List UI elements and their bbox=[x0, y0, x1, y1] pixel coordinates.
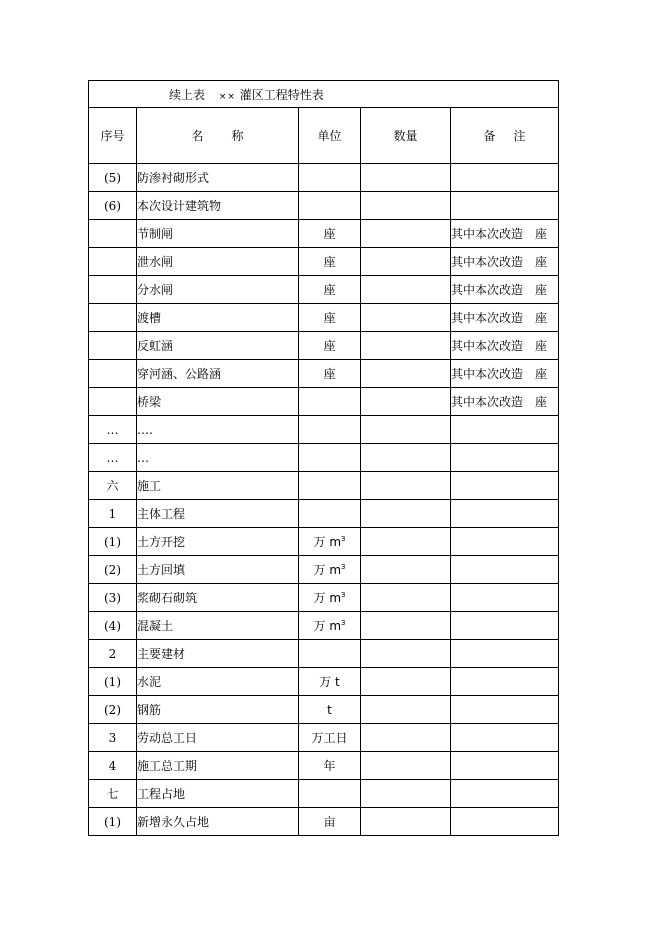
cell-name bbox=[137, 584, 299, 612]
cell-no bbox=[89, 528, 137, 556]
cell-unit-text: 亩 bbox=[323, 815, 336, 829]
title-name: 灌区工程特性表 bbox=[239, 87, 324, 102]
cell-name bbox=[137, 640, 299, 668]
cell-note bbox=[451, 780, 559, 808]
cell-unit-text: t bbox=[327, 702, 332, 717]
cell-unit-text: 座 bbox=[323, 339, 336, 353]
cell-no-text: … bbox=[106, 450, 119, 465]
cell-note bbox=[451, 808, 559, 836]
cell-name-text: 土方开挖 bbox=[137, 535, 186, 549]
cell-name-text: 工程占地 bbox=[137, 787, 186, 801]
cell-note bbox=[451, 332, 559, 360]
cell-no-text: 2 bbox=[108, 646, 117, 661]
unit-superscript: 3 bbox=[341, 563, 346, 571]
table-row bbox=[89, 220, 559, 248]
cell-name bbox=[137, 164, 299, 192]
cell-qty bbox=[361, 332, 451, 360]
cell-name-text: 劳动总工日 bbox=[137, 731, 198, 745]
cell-name bbox=[137, 752, 299, 780]
cell-unit bbox=[299, 248, 361, 276]
cell-note-text: 其中本次改造 座 bbox=[451, 227, 548, 241]
cell-unit bbox=[299, 192, 361, 220]
cell-no-text: (1) bbox=[104, 814, 121, 829]
cell-no-text: 4 bbox=[108, 758, 117, 773]
cell-name bbox=[137, 556, 299, 584]
cell-name bbox=[137, 472, 299, 500]
table-row bbox=[89, 164, 559, 192]
cell-unit-text: 万 t bbox=[319, 675, 340, 689]
cell-unit bbox=[299, 332, 361, 360]
table-row bbox=[89, 640, 559, 668]
cell-name-text: 主要建材 bbox=[137, 647, 186, 661]
header-name bbox=[137, 108, 299, 164]
cell-name bbox=[137, 696, 299, 724]
cell-name-text: … bbox=[137, 450, 149, 465]
cell-note bbox=[451, 192, 559, 220]
header-name-label: 名称 bbox=[191, 129, 272, 143]
spec-sheet bbox=[88, 80, 558, 836]
cell-no bbox=[89, 696, 137, 724]
cell-note bbox=[451, 528, 559, 556]
cell-unit-text: 万工日 bbox=[311, 731, 348, 745]
cell-note bbox=[451, 444, 559, 472]
table-row bbox=[89, 752, 559, 780]
cell-unit bbox=[299, 668, 361, 696]
cell-no-text: 七 bbox=[106, 787, 119, 801]
cell-name-text: 土方回填 bbox=[137, 563, 186, 577]
cell-no bbox=[89, 388, 137, 416]
table-row bbox=[89, 388, 559, 416]
cell-unit-text: 万 m bbox=[313, 535, 342, 549]
cell-name bbox=[137, 276, 299, 304]
cell-name-text: 泄水闸 bbox=[137, 255, 174, 269]
cell-note bbox=[451, 220, 559, 248]
cell-note-text: 其中本次改造 座 bbox=[451, 339, 548, 353]
table-row bbox=[89, 500, 559, 528]
cell-no bbox=[89, 640, 137, 668]
unit-superscript: 3 bbox=[341, 535, 346, 543]
cell-qty bbox=[361, 696, 451, 724]
table-title bbox=[89, 81, 559, 108]
table-row bbox=[89, 472, 559, 500]
cell-no bbox=[89, 556, 137, 584]
cell-name-text: 节制闸 bbox=[137, 227, 174, 241]
cell-qty bbox=[361, 752, 451, 780]
cell-no bbox=[89, 584, 137, 612]
cell-unit bbox=[299, 528, 361, 556]
cell-unit bbox=[299, 780, 361, 808]
cell-qty bbox=[361, 808, 451, 836]
table-row bbox=[89, 444, 559, 472]
cell-qty bbox=[361, 360, 451, 388]
cell-unit-text: 座 bbox=[323, 311, 336, 325]
cell-no bbox=[89, 780, 137, 808]
cell-no-text: (4) bbox=[104, 618, 121, 633]
cell-qty bbox=[361, 304, 451, 332]
cell-note bbox=[451, 668, 559, 696]
cell-name bbox=[137, 808, 299, 836]
header-note-label: 备注 bbox=[483, 129, 544, 143]
header-no: 序号 bbox=[89, 108, 137, 164]
cell-unit bbox=[299, 276, 361, 304]
cell-note bbox=[451, 276, 559, 304]
cell-unit bbox=[299, 612, 361, 640]
table-row bbox=[89, 556, 559, 584]
cell-note bbox=[451, 752, 559, 780]
table-row bbox=[89, 416, 559, 444]
cell-note bbox=[451, 388, 559, 416]
cell-no bbox=[89, 500, 137, 528]
cell-qty bbox=[361, 668, 451, 696]
cell-qty bbox=[361, 192, 451, 220]
cell-note bbox=[451, 360, 559, 388]
table-row bbox=[89, 808, 559, 836]
cell-qty bbox=[361, 584, 451, 612]
cell-note bbox=[451, 304, 559, 332]
cell-note bbox=[451, 640, 559, 668]
cell-note-text: 其中本次改造 座 bbox=[451, 311, 548, 325]
title-continued: 续上表 bbox=[169, 87, 206, 102]
cell-no bbox=[89, 444, 137, 472]
unit-superscript: 3 bbox=[341, 591, 346, 599]
cell-note bbox=[451, 472, 559, 500]
cell-no bbox=[89, 668, 137, 696]
cell-name-text: 反虹涵 bbox=[137, 339, 174, 353]
cell-name-text: 渡槽 bbox=[137, 311, 162, 325]
cell-name-text: 穿河涵、公路涵 bbox=[137, 367, 222, 381]
table-row bbox=[89, 304, 559, 332]
cell-unit-text: 座 bbox=[323, 255, 336, 269]
cell-name bbox=[137, 500, 299, 528]
cell-no-text: 六 bbox=[106, 479, 119, 493]
cell-qty bbox=[361, 556, 451, 584]
header-row bbox=[89, 108, 559, 164]
cell-no-text: … bbox=[106, 422, 119, 437]
cell-unit-text: 座 bbox=[323, 227, 336, 241]
cell-unit-text: 年 bbox=[323, 759, 336, 773]
unit-superscript: 3 bbox=[341, 619, 346, 627]
cell-qty bbox=[361, 472, 451, 500]
cell-name-text: 钢筋 bbox=[137, 703, 162, 717]
cell-note bbox=[451, 724, 559, 752]
cell-name bbox=[137, 332, 299, 360]
cell-no bbox=[89, 248, 137, 276]
cell-no bbox=[89, 276, 137, 304]
cell-note bbox=[451, 500, 559, 528]
cell-name bbox=[137, 528, 299, 556]
cell-no bbox=[89, 220, 137, 248]
cell-unit-text: 万 m bbox=[313, 591, 342, 605]
project-characteristics-table bbox=[88, 80, 559, 836]
cell-no bbox=[89, 304, 137, 332]
cell-no-text: (2) bbox=[104, 702, 121, 717]
table-row bbox=[89, 360, 559, 388]
cell-unit bbox=[299, 164, 361, 192]
table-row bbox=[89, 192, 559, 220]
cell-name bbox=[137, 668, 299, 696]
cell-note-text: 其中本次改造 座 bbox=[451, 283, 548, 297]
cell-unit bbox=[299, 808, 361, 836]
table-row bbox=[89, 276, 559, 304]
cell-no-text: (2) bbox=[104, 562, 121, 577]
table-row bbox=[89, 696, 559, 724]
table-row bbox=[89, 528, 559, 556]
cell-qty bbox=[361, 388, 451, 416]
cell-qty bbox=[361, 724, 451, 752]
cell-no bbox=[89, 472, 137, 500]
cell-unit-text: 座 bbox=[323, 367, 336, 381]
cell-name-text: 防渗衬砌形式 bbox=[137, 171, 210, 185]
cell-name-text: 本次设计建筑物 bbox=[137, 199, 222, 213]
cell-unit bbox=[299, 584, 361, 612]
cell-name-text: 分水闸 bbox=[137, 283, 174, 297]
cell-no bbox=[89, 416, 137, 444]
cell-unit-text: 万 m bbox=[313, 563, 342, 577]
cell-qty bbox=[361, 220, 451, 248]
cell-name-text: 混凝土 bbox=[137, 619, 174, 633]
cell-unit bbox=[299, 752, 361, 780]
table-body bbox=[89, 81, 559, 836]
cell-qty bbox=[361, 444, 451, 472]
cell-unit bbox=[299, 724, 361, 752]
cell-unit bbox=[299, 556, 361, 584]
cell-note bbox=[451, 584, 559, 612]
cell-qty bbox=[361, 640, 451, 668]
cell-unit bbox=[299, 444, 361, 472]
header-unit: 单位 bbox=[299, 108, 361, 164]
cell-no-text: (3) bbox=[104, 590, 121, 605]
cell-note bbox=[451, 696, 559, 724]
table-row bbox=[89, 612, 559, 640]
cell-no bbox=[89, 808, 137, 836]
cell-name-text: 主体工程 bbox=[137, 507, 186, 521]
cell-unit bbox=[299, 220, 361, 248]
table-row bbox=[89, 668, 559, 696]
cell-no bbox=[89, 752, 137, 780]
table-row bbox=[89, 780, 559, 808]
cell-name bbox=[137, 248, 299, 276]
cell-qty bbox=[361, 248, 451, 276]
table-row bbox=[89, 248, 559, 276]
cell-name-text: 新增永久占地 bbox=[137, 815, 210, 829]
header-qty: 数量 bbox=[361, 108, 451, 164]
cell-unit bbox=[299, 472, 361, 500]
cell-unit bbox=[299, 500, 361, 528]
table-row bbox=[89, 724, 559, 752]
cell-note bbox=[451, 416, 559, 444]
cell-no bbox=[89, 724, 137, 752]
cell-unit bbox=[299, 360, 361, 388]
cell-unit-text: 万 m bbox=[313, 619, 342, 633]
table-row bbox=[89, 332, 559, 360]
cell-name bbox=[137, 444, 299, 472]
cell-name bbox=[137, 304, 299, 332]
cell-no bbox=[89, 164, 137, 192]
cell-no-text: (1) bbox=[104, 534, 121, 549]
cell-name bbox=[137, 192, 299, 220]
cell-note bbox=[451, 612, 559, 640]
cell-name-text: 浆砌石砌筑 bbox=[137, 591, 198, 605]
title-district: ×× bbox=[218, 91, 236, 102]
cell-note bbox=[451, 164, 559, 192]
cell-name-text: 施工总工期 bbox=[137, 759, 198, 773]
cell-name bbox=[137, 360, 299, 388]
cell-qty bbox=[361, 276, 451, 304]
cell-no-text: (6) bbox=[104, 198, 121, 213]
cell-qty bbox=[361, 612, 451, 640]
cell-unit bbox=[299, 640, 361, 668]
cell-no bbox=[89, 192, 137, 220]
cell-no-text: (1) bbox=[104, 674, 121, 689]
cell-no-text: 3 bbox=[108, 730, 117, 745]
cell-unit bbox=[299, 416, 361, 444]
title-row bbox=[89, 81, 559, 108]
cell-qty bbox=[361, 416, 451, 444]
cell-qty bbox=[361, 780, 451, 808]
cell-name-text: 水泥 bbox=[137, 675, 162, 689]
cell-name bbox=[137, 724, 299, 752]
cell-unit-text: 座 bbox=[323, 283, 336, 297]
cell-name bbox=[137, 780, 299, 808]
cell-no-text: 1 bbox=[108, 506, 117, 521]
cell-name-text: …. bbox=[137, 422, 153, 437]
cell-note bbox=[451, 556, 559, 584]
cell-no bbox=[89, 332, 137, 360]
cell-no-text: (5) bbox=[104, 170, 121, 185]
cell-qty bbox=[361, 500, 451, 528]
cell-note-text: 其中本次改造 座 bbox=[451, 367, 548, 381]
cell-note-text: 其中本次改造 座 bbox=[451, 395, 548, 409]
cell-name bbox=[137, 220, 299, 248]
cell-note bbox=[451, 248, 559, 276]
cell-no bbox=[89, 360, 137, 388]
cell-unit bbox=[299, 696, 361, 724]
table-row bbox=[89, 584, 559, 612]
cell-name-text: 桥梁 bbox=[137, 395, 162, 409]
cell-unit bbox=[299, 304, 361, 332]
cell-qty bbox=[361, 164, 451, 192]
cell-unit bbox=[299, 388, 361, 416]
cell-name bbox=[137, 388, 299, 416]
header-note bbox=[451, 108, 559, 164]
cell-qty bbox=[361, 528, 451, 556]
cell-no bbox=[89, 612, 137, 640]
cell-name bbox=[137, 612, 299, 640]
cell-name-text: 施工 bbox=[137, 479, 162, 493]
cell-note-text: 其中本次改造 座 bbox=[451, 255, 548, 269]
cell-name bbox=[137, 416, 299, 444]
